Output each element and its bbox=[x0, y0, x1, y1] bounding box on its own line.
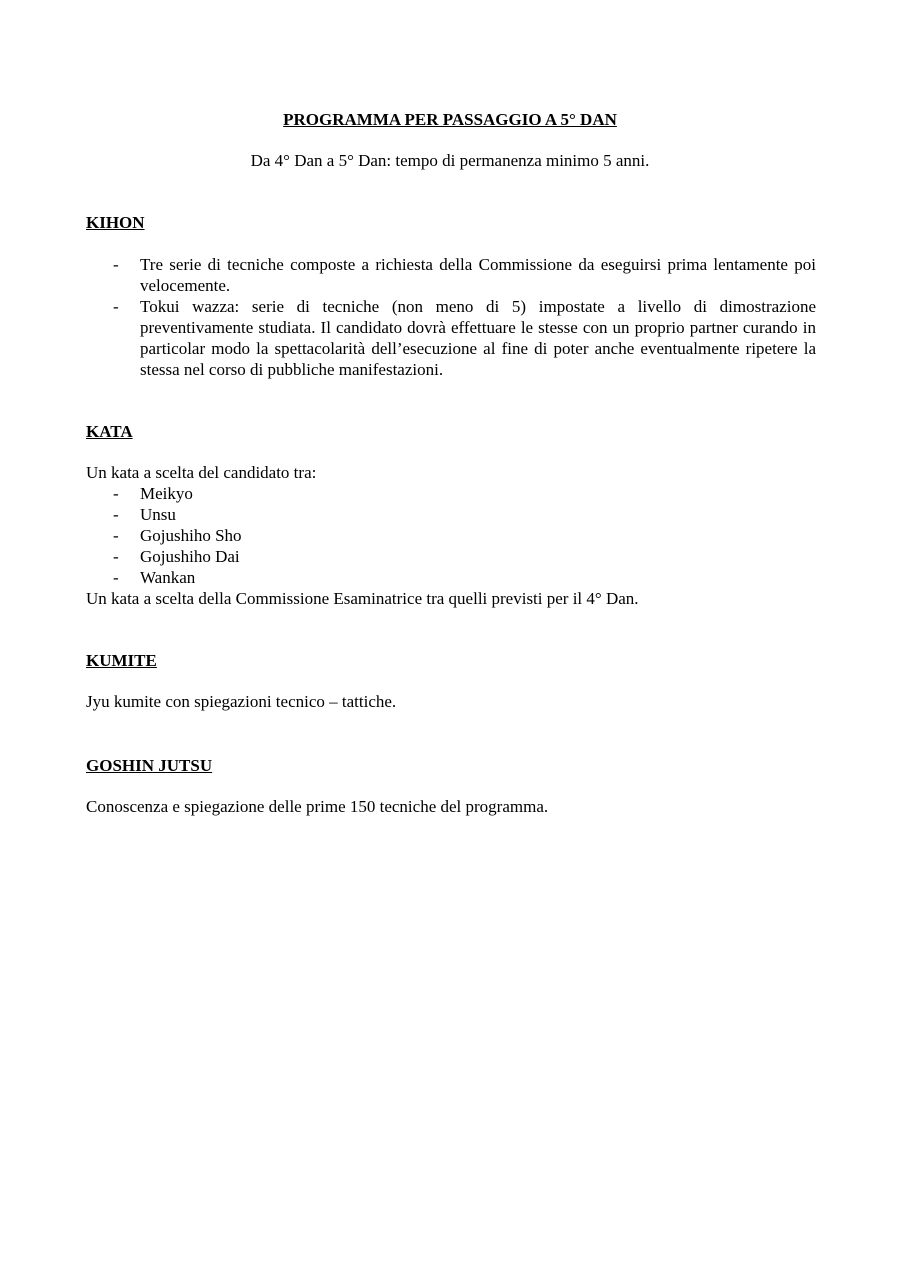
kata-item-text: Meikyo bbox=[140, 484, 193, 503]
kihon-list-item bbox=[86, 254, 816, 296]
kata-list bbox=[86, 483, 816, 588]
dash-bullet: - bbox=[113, 505, 119, 524]
dash-bullet: - bbox=[113, 255, 119, 274]
kihon-list bbox=[86, 254, 816, 380]
kata-list-item bbox=[86, 567, 816, 588]
section-heading-kata: KATA bbox=[86, 422, 133, 441]
section-heading-kumite: KUMITE bbox=[86, 651, 157, 670]
kihon-item-text: Tokui wazza: serie di tecniche (non meno di 5) impostate a livello di dimostrazione preventivamente studiata. Il candidato dovrà effettuare le stesse con un proprio partner curando in particolar modo la spettacolarità dell’esecuzione al fine di poter anche eventualmente ripetere la stessa nel corso di pubbliche manifestazioni. bbox=[140, 297, 816, 379]
kata-intro: Un kata a scelta del candidato tra: bbox=[86, 463, 317, 482]
dash-bullet: - bbox=[113, 526, 119, 545]
kata-item-text: Gojushiho Dai bbox=[140, 547, 240, 566]
dash-bullet: - bbox=[113, 547, 119, 566]
kata-list-item bbox=[86, 483, 816, 504]
kata-item-text: Gojushiho Sho bbox=[140, 526, 242, 545]
dash-bullet: - bbox=[113, 297, 119, 316]
kata-list-item bbox=[86, 546, 816, 567]
kata-list-item bbox=[86, 504, 816, 525]
page-subtitle: Da 4° Dan a 5° Dan: tempo di permanenza minimo 5 anni. bbox=[250, 151, 650, 170]
kihon-item-text: Tre serie di tecniche composte a richiesta della Commissione da eseguirsi prima lentamente poi velocemente. bbox=[140, 255, 816, 295]
page-title: PROGRAMMA PER PASSAGGIO A 5° DAN bbox=[283, 110, 617, 129]
kata-outro: Un kata a scelta della Commissione Esaminatrice tra quelli previsti per il 4° Dan. bbox=[86, 589, 639, 608]
kata-item-text: Wankan bbox=[140, 568, 196, 587]
dash-bullet: - bbox=[113, 568, 119, 587]
goshin-jutsu-text: Conoscenza e spiegazione delle prime 150 tecniche del programma. bbox=[86, 797, 549, 816]
dash-bullet: - bbox=[113, 484, 119, 503]
kihon-list-item bbox=[86, 296, 816, 380]
section-heading-goshin-jutsu: GOSHIN JUTSU bbox=[86, 756, 213, 775]
section-heading-kihon: KIHON bbox=[86, 213, 145, 232]
kata-list-item bbox=[86, 525, 816, 546]
kumite-text: Jyu kumite con spiegazioni tecnico – tattiche. bbox=[86, 692, 397, 711]
kata-item-text: Unsu bbox=[140, 505, 176, 524]
